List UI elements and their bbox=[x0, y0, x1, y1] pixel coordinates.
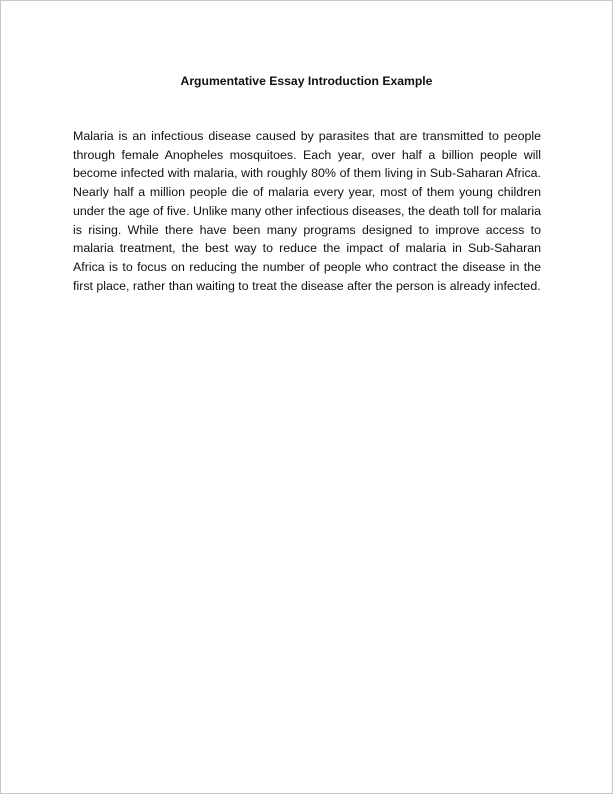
essay-paragraph: Malaria is an infectious disease caused by parasites that are transmitted to people through female Anopheles mosquitoes. Each year, over half a billion people will become infected with malaria, with roughly 80% of them living in Sub-Saharan Africa. Nearly half a million people die of malaria every year, most of them young children under the age of five. Unlike many other infectious diseases, the death toll for malaria is rising. While there have been many programs designed to improve access to malaria treatment, the best way to reduce the impact of malaria in Sub-Saharan Africa is to focus on reducing the number of people who contract the disease in the first place, rather than waiting to treat the disease after the person is already infected. bbox=[73, 129, 541, 293]
page-title: Argumentative Essay Introduction Example bbox=[180, 74, 433, 88]
